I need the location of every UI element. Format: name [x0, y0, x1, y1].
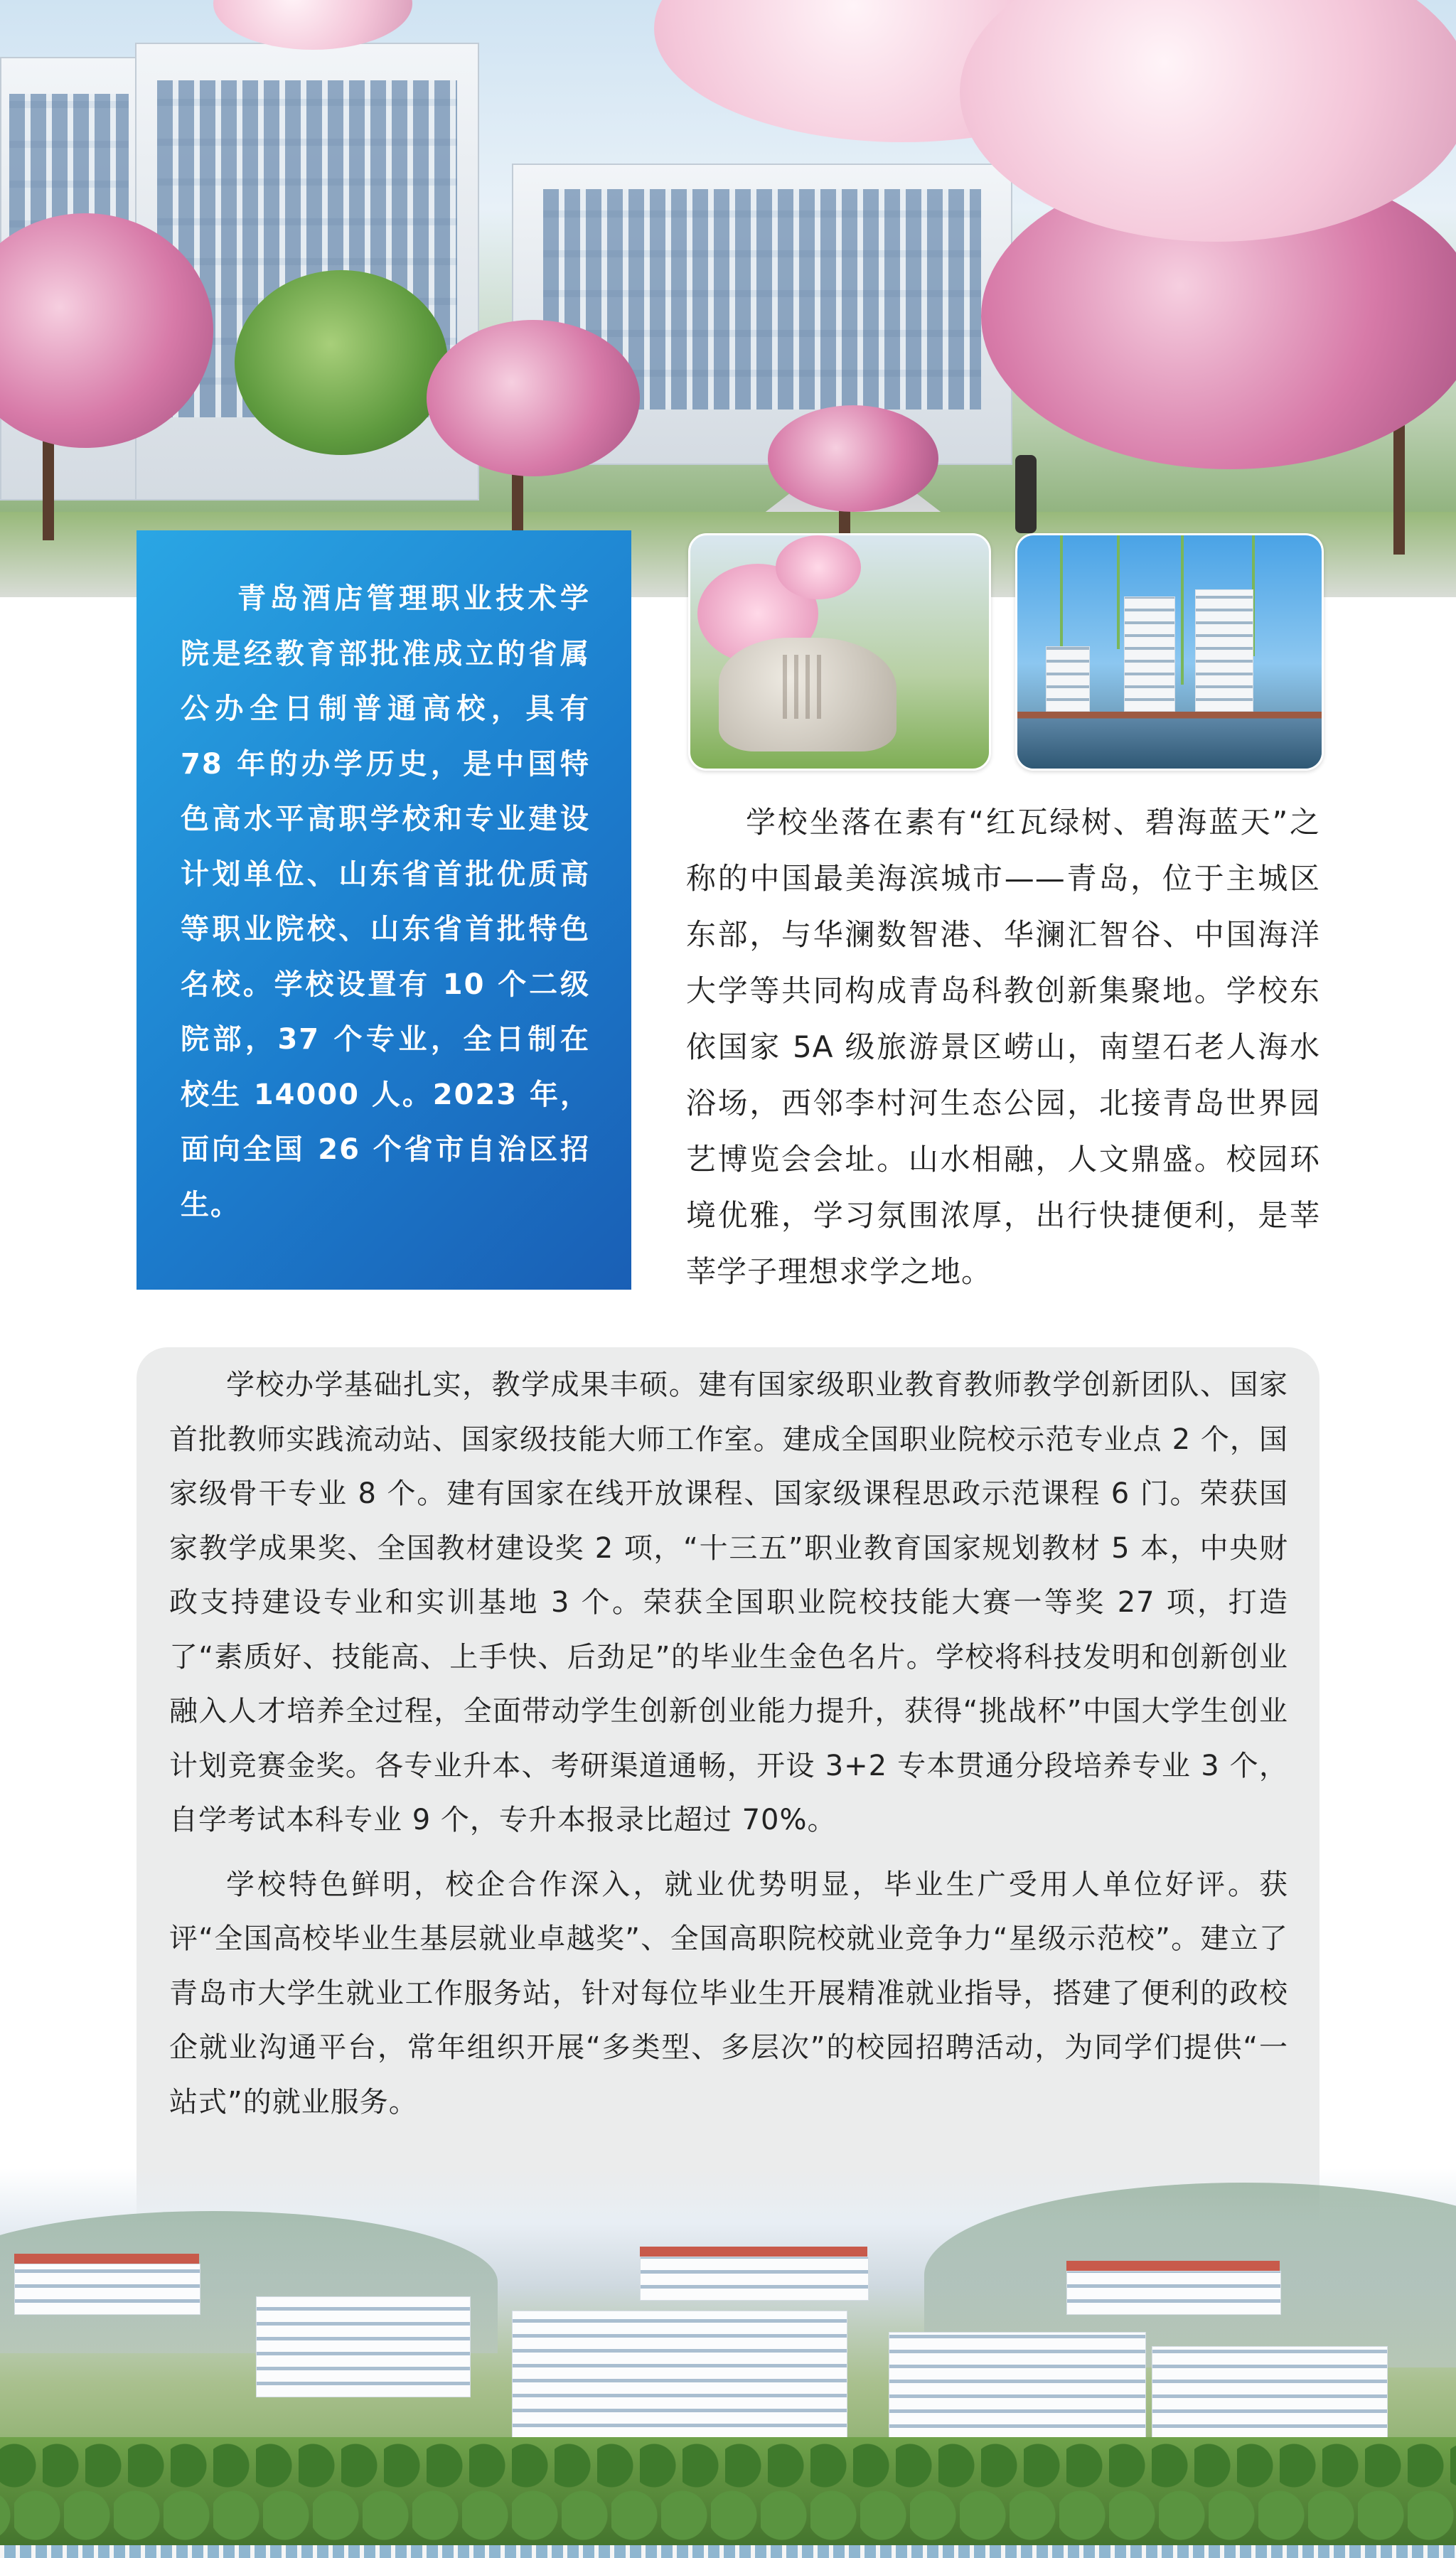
- photo-dormitory-lake: [1015, 533, 1324, 771]
- location-paragraph: 学校坐落在素有“红瓦绿树、碧海蓝天”之称的中国最美海滨城市——青岛，位于主城区东部，与华澜数智港、华澜汇智谷、中国海洋大学等共同构成青岛科教创新集聚地。学校东依国家 5A 级旅游景区崂山，南望石老人海水浴场，西邻李村河生态公园，北接青岛世界园艺博览会会址。山水相融，人文鼎盛。校园环境优雅，学习氛围浓厚，出行快捷便利，是莘莘学子理想求学之地。: [686, 805, 1320, 1289]
- intro-paragraph: 青岛酒店管理职业技术学院是经教育部批准成立的省属公办全日制普通高校，具有 78 年的办学历史，是中国特色高水平高职学校和专业建设计划单位、山东省首批优质高等职业院校、山东省首批特色名校。学校设置有 10 个二级院部，37 个专业，全日制在校生 14000 人。2023 年，面向全国 26 个省市自治区招生。: [181, 582, 590, 1221]
- campus-building: [256, 2296, 471, 2397]
- achievements-paragraph: 学校办学基础扎实，教学成果丰硕。建有国家级职业教育教师教学创新团队、国家首批教师实践流动站、国家级技能大师工作室。建成全国职业院校示范专业点 2 个，国家级骨干专业 8 个。建有国家在线开放课程、国家级课程思政示范课程 6 门。荣获国家教学成果奖、全国教材建设奖 2 项，“十三五”职业教育国家规划教材 5 本，中央财政支持建设专业和实训基地 3 个。荣获全国职业院校技能大赛一等奖 27 项，打造了“素质好、技能高、上手快、后劲足”的毕业生金色名片。学校将科技发明和创新创业融入人才培养全过程，全面带动学生创新创业能力提升，获得“挑战杯”中国大学生创业计划竞赛金奖。各专业升本、考研渠道通畅，开设 3+2 专本贯通分段培养专业 3 个，自学考试本科专业 9 个，专升本报录比超过 70%。: [169, 1369, 1288, 1836]
- campus-panorama: [0, 2168, 1456, 2558]
- hero-campus-photo: [0, 0, 1456, 597]
- pedestrian: [1015, 455, 1037, 533]
- dormitory-tower: [1124, 596, 1175, 712]
- intro-box: [136, 530, 631, 1290]
- fence: [0, 2545, 1456, 2558]
- campus-building: [889, 2332, 1146, 2440]
- panel-text-block: [169, 1358, 1288, 2129]
- campus-building: [512, 2311, 847, 2454]
- campus-building: [1152, 2346, 1388, 2440]
- campus-building: [640, 2257, 869, 2301]
- dormitory-tower: [1195, 589, 1253, 712]
- location-text-block: [686, 794, 1320, 1300]
- green-tree: [235, 270, 448, 455]
- campus-building: [14, 2264, 200, 2315]
- dormitory-tower: [1046, 646, 1090, 712]
- cherry-tree: [427, 320, 640, 476]
- lake: [1017, 712, 1322, 769]
- blossom-branch: [960, 0, 1456, 242]
- photo-stone-monument: [688, 533, 991, 771]
- tree-line: [0, 2437, 1456, 2558]
- campus-building: [1066, 2271, 1281, 2315]
- employment-paragraph: 学校特色鲜明，校企合作深入，就业优势明显，毕业生广受用人单位好评。获评“全国高校毕业生基层就业卓越奖”、全国高职院校就业竞争力“星级示范校”。建立了青岛市大学生就业工作服务站，针对每位毕业生开展精准就业指导，搭建了便利的政校企就业沟通平台，常年组织开展“多类型、多层次”的校园招聘活动，为同学们提供“一站式”的就业服务。: [169, 1868, 1288, 2119]
- cherry-tree: [768, 405, 938, 512]
